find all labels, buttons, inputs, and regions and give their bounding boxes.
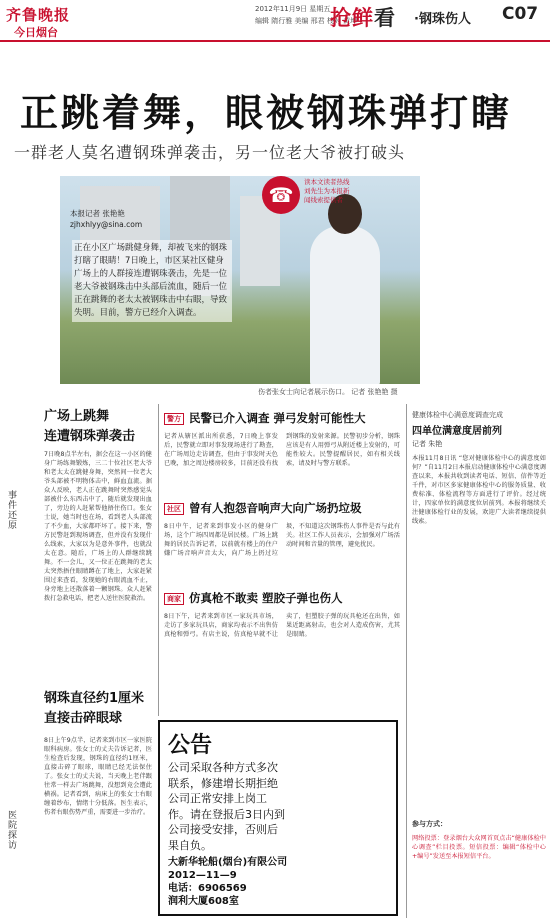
lead-paragraph: 正在小区广场跳健身舞，却被飞来的钢珠打瞎了眼睛！7日晚上，市区某社区健身广场上的人群接连遭钢珠袭击，先是一位老大爷被钢珠击中头部后流血，随后一位正在跳舞的老太太被钢珠击中右眼，导致失明。目前，警方已经介入调查。 [72, 240, 232, 322]
right-title: 四单位满意度居前列 [412, 426, 502, 437]
hotline-badge [262, 176, 372, 220]
logo-main: 抢鲜 [330, 6, 374, 30]
header-rule [0, 40, 550, 42]
notice-address: 润利大厦608室 [168, 896, 239, 907]
left-heading-2a: 钢珠直径约1厘米 [44, 691, 145, 706]
right-tips: 网络投票：登录烟台大众网首页点击“健康体检中心调查”栏目投票。短信投票：编辑“体检中心+编号”发送至本报短信平台。 [412, 835, 546, 860]
column-divider [406, 404, 407, 918]
section-label: 事件还原 [6, 490, 16, 530]
hotline-line: 闻线索提供者 [304, 196, 343, 204]
notice-date: 2012—11—9 [168, 870, 237, 881]
newspaper-brand: 齐鲁晚报 [6, 6, 71, 24]
left-heading-2b: 直接击碎眼球 [44, 711, 123, 726]
section-title: ·钢珠伤人 [414, 12, 471, 27]
notice-title: 公告 [168, 733, 213, 758]
edition-name: 今日烟台 [14, 26, 58, 39]
sub-headline: 一群老人莫名遭钢珠弹袭击，另一位老大爷被打破头 [14, 143, 406, 162]
notice-footer [168, 856, 288, 908]
tag-merchant: 商家 [164, 593, 184, 605]
section-label: 医院探访 [6, 810, 16, 850]
editors-line: 编辑 隋行雅 美编 邢君 校对 黄坤 [255, 17, 358, 25]
phone-icon: ☎ [262, 176, 300, 214]
tag-police: 警方 [164, 413, 184, 425]
tag-community: 社区 [164, 503, 184, 515]
notice-phone: 电话：6906569 [168, 883, 247, 894]
logo-tail: 看 [374, 6, 396, 30]
notice-blank-area [298, 760, 392, 910]
mid-heading-2 [164, 500, 394, 518]
reporter-email: zjhxhlyy@sina.com [70, 220, 143, 229]
hotline-line: 读本文读者热线 [304, 178, 350, 186]
right-reporter: 记者 朱艳 [412, 440, 443, 448]
page-code: C07 [502, 4, 539, 24]
byline [70, 208, 210, 230]
column-divider [158, 404, 159, 716]
mid-heading-1-text: 民警已介入调查 弹弓发射可能性大 [189, 411, 366, 425]
column-logo [330, 2, 396, 32]
mid-article-1: 记者从辖区派出所获悉，7日晚上事发后，民警就立即对事发现场进行了勘查，在广场周边走访调查，但由于事发时天色已晚，加之周边楼房较多，目前还没有找到钢珠的发射来源。民警初步分析，钢珠应该是有人用弹弓从附近楼上发射的，可能性较大。民警提醒居民，如有相关线索，请及时与警方联系。 [164, 433, 400, 467]
photo-caption: 伤者张女士向记者展示伤口。 记者 张艳艳 摄 [258, 388, 398, 396]
person-figure [310, 226, 380, 384]
hotline-line: 刘先生为本报新 [304, 187, 350, 195]
notice-body: 公司采取各种方式多次联系，修建增长期拒绝公司正常安排上岗工作。请在登报后3日内到公司接受安排，否则后果自负。 [168, 761, 285, 852]
date-line: 2012年11月9日 星期五 [255, 5, 331, 13]
page-header [0, 0, 550, 44]
mid-heading-3 [164, 590, 394, 608]
notice-company: 大新华轮船(烟台)有限公司 [168, 857, 288, 868]
mid-heading-2-text: 曾有人抱怨音响声大向广场扔垃圾 [189, 501, 362, 515]
main-headline: 正跳着舞，眼被钢珠弹打瞎 [20, 91, 513, 135]
mid-heading-1 [164, 410, 394, 428]
left-heading-1b: 连遭钢珠弹袭击 [44, 429, 136, 444]
left-article-1: 7日晚8点半左右，据会在这一小区的健身广场练舞锻炼，三二十位社区老大爷和老太太在跳健身舞，突然间一位老大爷头部被不明物体击中，鲜血直流。据众人反映，老人正在跳舞时突然感觉头部被什么东西击中了，随后就发现出血了，旁边的人赶紧帮他捂住伤口。张女士说，她当时也在场，看到老人头部流了不少血，大家都吓坏了。接下来，警方民警赶到现场调查，但并没有发现什么线索，大家以为是意外事件，也就没太在意。随后，广场上的人群继续跳舞。不一会儿，又一位正在跳舞的老太太突然捂住眼睛蹲在了地上，大家赶紧围过来查看，发现她的右眼流血不止，身旁地上还散落着一颗钢珠。众人赶紧拨打急救电话，把老人送往医院救治。 [44, 451, 152, 602]
left-heading-1a: 广场上跳舞 [44, 409, 110, 424]
mid-article-3: 8日下午，记者来到市区一家玩具市场，走访了多家玩具店，商家均表示不出售仿真枪和弹弓。有店主说，仿真枪早就不让卖了，但塑胶子弹的玩具枪还在出售，如果近距离射击，也会对人造成伤害，尤其是眼睛。 [164, 613, 400, 638]
mid-article-2: 8日中午，记者来到事发小区的健身广场，这个广场四周都是居民楼。广场上跳舞的居民告诉记者，以前就有楼上的住户嫌广场音响声音太大，向广场上扔过垃圾，不知道这次钢珠伤人事件是否与此有关。社区工作人员表示，会加强对广场活动时间和音量的管理，避免扰民。 [164, 523, 400, 557]
reporter-name: 本报记者 张艳艳 [70, 209, 125, 218]
right-kicker: 健康体检中心满意度调查完成 [412, 411, 503, 419]
left-article-2: 8日上午9点半，记者来到市区一家医院眼科病房。张女士的丈夫告诉记者，医生检查后发现，钢珠的直径约1厘米，直接击碎了眼球，眼睛已经无法保住了。张女士的丈夫说，当天晚上老伴跟往常一样去广场跳舞，没想到竟会遭此横祸。记者看到，病床上的张女士右眼缠着纱布，情绪十分低落。医生表示，伤者右眼伤势严重，需要进一步治疗。 [44, 737, 152, 816]
hotline-text [304, 178, 350, 205]
right-tips-title: 参与方式： [412, 820, 447, 828]
mid-heading-3-text: 仿真枪不敢卖 塑胶子弹也伤人 [189, 591, 343, 605]
right-article: 本报11月8日讯 “您对健康体检中心的满意度如何？”自11月2日本报启动健康体检中心满意度调查以来，本报共收到读者电话、短信、信件等近千件，对市区多家健康体检中心的服务质量、收费标准、体检流程等方面进行了评价。经过统计，四家单位的满意度位居前列。本报将继续关注健康体检行业的发展，欢迎广大读者继续提供线索。 [412, 455, 546, 525]
